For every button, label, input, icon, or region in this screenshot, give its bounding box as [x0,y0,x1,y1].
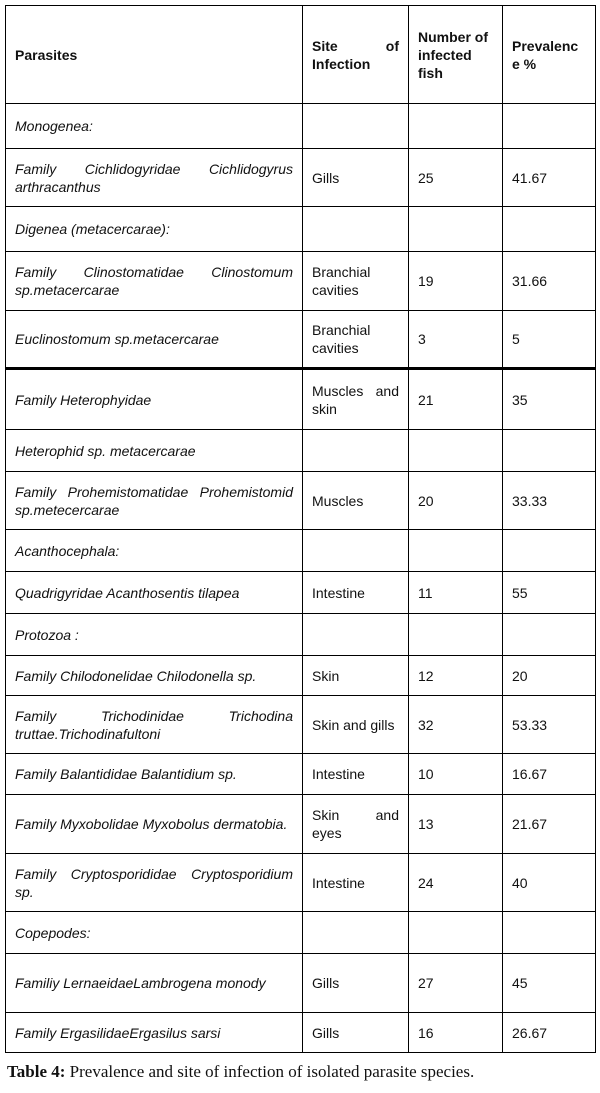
cell-site: Gills [303,954,409,1013]
cell-number: 25 [409,149,503,207]
cell-parasite: Family Heterophyidae [6,369,303,430]
cell-parasite: Family Cryptosporididae Cryptosporidium sp. [6,854,303,912]
table-row [6,207,596,252]
cell-prevalence: 41.67 [503,149,596,207]
cell-site: Skin and gills [303,696,409,754]
cell-number [409,530,503,572]
cell-number [409,207,503,252]
cell-prevalence: 16.67 [503,754,596,795]
header-parasites: Parasites [6,6,303,104]
cell-number: 32 [409,696,503,754]
table-row [6,472,596,530]
cell-prevalence: 40 [503,854,596,912]
cell-prevalence: 31.66 [503,252,596,311]
cell-site: Muscles [303,472,409,530]
table-row [6,954,596,1013]
table-row [6,1013,596,1053]
cell-parasite: Quadrigyridae Acanthosentis tilapea [6,572,303,614]
cell-number: 12 [409,656,503,696]
cell-number: 3 [409,311,503,369]
cell-parasite: Family Prohemistomatidae Prohemistomid sp.metecercarae [6,472,303,530]
caption-text: Prevalence and site of infection of isolated parasite species. [69,1062,475,1081]
cell-parasite: Family Balantididae Balantidium sp. [6,754,303,795]
cell-number [409,614,503,656]
cell-site: Gills [303,1013,409,1053]
cell-site: Branchial cavities [303,311,409,369]
cell-number: 11 [409,572,503,614]
cell-prevalence: 5 [503,311,596,369]
table-row [6,696,596,754]
cell-site: Skin and eyes [303,795,409,854]
cell-parasite: Family Chilodonelidae Chilodonella sp. [6,656,303,696]
header-prevalence: Prevalenc e % [503,6,596,104]
cell-parasite: Protozoa : [6,614,303,656]
cell-parasite: Family ErgasilidaeErgasilus sarsi [6,1013,303,1053]
cell-prevalence [503,614,596,656]
cell-site [303,207,409,252]
cell-parasite: Family Cichlidogyridae Cichlidogyrus arthracanthus [6,149,303,207]
cell-parasite: Monogenea: [6,104,303,149]
cell-prevalence: 21.67 [503,795,596,854]
table-row [6,912,596,954]
cell-site: Muscles and skin [303,369,409,430]
cell-site [303,912,409,954]
cell-number [409,430,503,472]
table-row [6,795,596,854]
cell-parasite: Family Myxobolidae Myxobolus dermatobia. [6,795,303,854]
parasite-table [5,5,596,1053]
table-row [6,430,596,472]
cell-prevalence: 45 [503,954,596,1013]
cell-parasite: Digenea (metacercarae): [6,207,303,252]
cell-prevalence [503,912,596,954]
table-row [6,369,596,430]
caption-label: Table 4: [7,1062,66,1081]
parasite-table-container [5,5,595,1053]
table-row [6,104,596,149]
cell-parasite: Copepodes: [6,912,303,954]
cell-number [409,104,503,149]
cell-number [409,912,503,954]
header-site: Site of Infection [303,6,409,104]
cell-prevalence: 26.67 [503,1013,596,1053]
cell-prevalence [503,104,596,149]
cell-number: 24 [409,854,503,912]
cell-site: Gills [303,149,409,207]
cell-site: Intestine [303,854,409,912]
cell-prevalence: 55 [503,572,596,614]
cell-site [303,104,409,149]
table-row [6,149,596,207]
cell-number: 13 [409,795,503,854]
cell-parasite: Family Clinostomatidae Clinostomum sp.metacercarae [6,252,303,311]
cell-site [303,430,409,472]
cell-prevalence: 53.33 [503,696,596,754]
cell-parasite: Familiy LernaeidaeLambrogena monody [6,954,303,1013]
cell-parasite: Heterophid sp. metacercarae [6,430,303,472]
table-row [6,854,596,912]
cell-number: 16 [409,1013,503,1053]
cell-site [303,530,409,572]
table-row [6,754,596,795]
cell-site: Branchial cavities [303,252,409,311]
cell-parasite: Family Trichodinidae Trichodina truttae.Trichodinafultoni [6,696,303,754]
header-row [6,6,596,104]
cell-prevalence [503,207,596,252]
cell-number: 19 [409,252,503,311]
table-caption [7,1062,474,1082]
cell-prevalence [503,530,596,572]
table-row [6,530,596,572]
cell-site: Intestine [303,754,409,795]
table-row [6,252,596,311]
cell-parasite: Euclinostomum sp.metacercarae [6,311,303,369]
table-row [6,614,596,656]
cell-number: 21 [409,369,503,430]
table-row [6,656,596,696]
cell-site: Intestine [303,572,409,614]
header-number: Number of infected fish [409,6,503,104]
table-row [6,311,596,369]
cell-parasite: Acanthocephala: [6,530,303,572]
cell-prevalence: 33.33 [503,472,596,530]
cell-site [303,614,409,656]
cell-number: 27 [409,954,503,1013]
cell-prevalence [503,430,596,472]
cell-prevalence: 35 [503,369,596,430]
cell-prevalence: 20 [503,656,596,696]
cell-number: 20 [409,472,503,530]
table-row [6,572,596,614]
cell-site: Skin [303,656,409,696]
cell-number: 10 [409,754,503,795]
